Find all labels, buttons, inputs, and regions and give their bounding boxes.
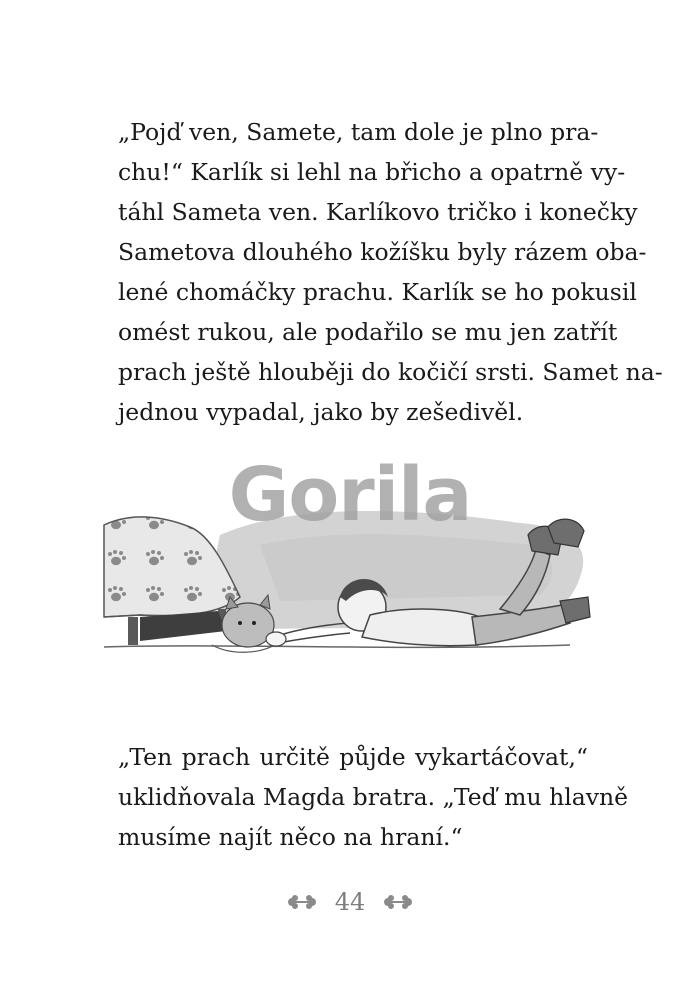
text-line: uklidňovala Magda bratra. „Teď mu hlavně — [118, 783, 629, 811]
text-line: „Pojď ven, Samete, tam dole je plno pra- — [118, 118, 599, 146]
text-line: „Ten prach určitě půjde vykartáčovat,“ — [118, 743, 588, 771]
bone-icon — [383, 895, 413, 909]
page-footer — [0, 888, 700, 916]
text-line: prach ještě hlouběji do kočičí srsti. Samet na- — [118, 358, 663, 386]
text-line: Sametova dlouhého kožíšku byly rázem oba- — [118, 238, 647, 266]
text-line: musíme najít něco na hraní.“ — [118, 823, 463, 851]
bone-icon — [287, 895, 317, 909]
watermark: Gorila — [228, 452, 472, 538]
page-number: 44 — [334, 888, 366, 916]
text-line: chu!“ Karlík si lehl na břicho a opatrně vy- — [118, 158, 626, 186]
paragraph-2 — [118, 737, 629, 857]
paragraph-1 — [118, 112, 663, 432]
text-line: jednou vypadal, jako by zešedivěl. — [118, 398, 524, 426]
text-line: lené chomáčky prachu. Karlík se ho pokusil — [118, 278, 637, 306]
text-line: táhl Sameta ven. Karlíkovo tričko i konečky — [118, 198, 638, 226]
text-line: omést rukou, ale podařilo se mu jen zatřít — [118, 318, 618, 346]
